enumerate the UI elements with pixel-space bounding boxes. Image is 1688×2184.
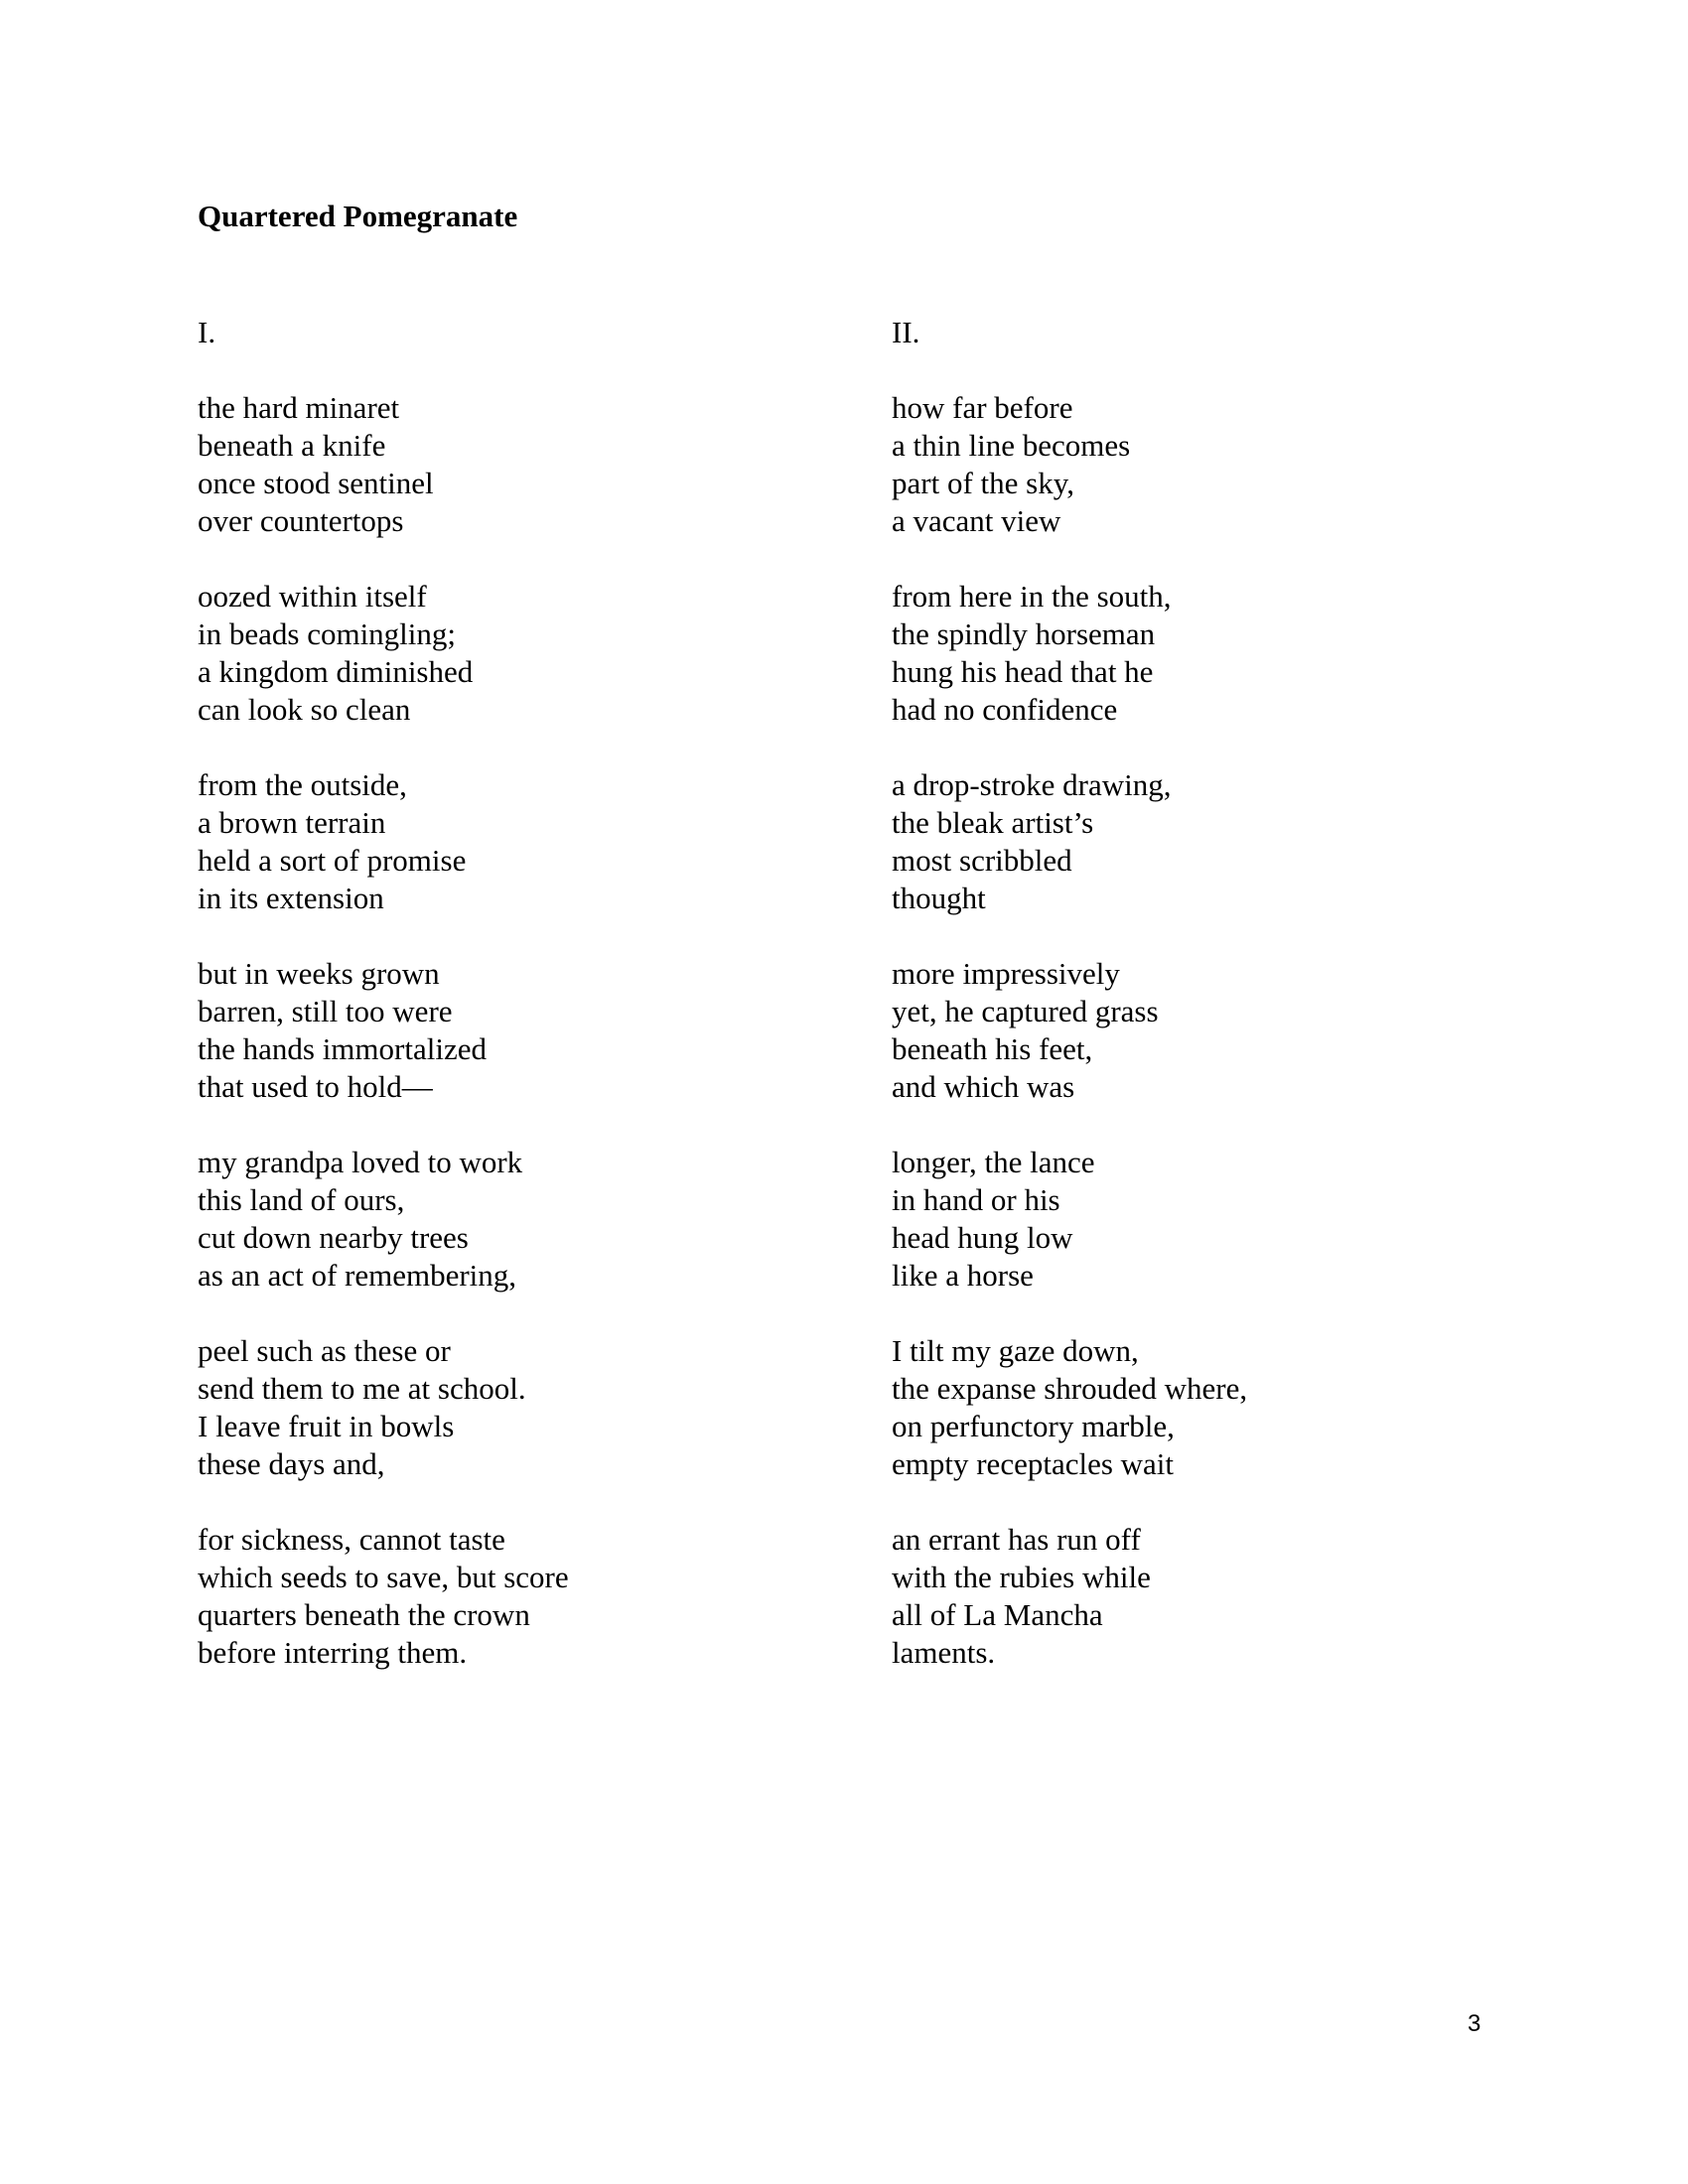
- stanza: [198, 1332, 833, 1483]
- stanza-gap: [198, 1483, 833, 1521]
- poem-line: I tilt my gaze down,: [892, 1333, 1139, 1368]
- stanza: [892, 389, 1527, 540]
- stanza-gap: [892, 1295, 1527, 1332]
- poem-line: beneath a knife: [198, 428, 386, 463]
- poem-line: all of La Mancha: [892, 1597, 1103, 1632]
- section-heading: I.: [198, 315, 216, 349]
- poem-line: for sickness, cannot taste: [198, 1522, 505, 1557]
- stanza-gap: [892, 351, 1527, 389]
- poem-line: over countertops: [198, 503, 404, 538]
- stanza: [198, 1521, 833, 1672]
- poem-line: that used to hold—: [198, 1069, 433, 1104]
- poem-line: laments.: [892, 1635, 996, 1670]
- poem-line: how far before: [892, 390, 1073, 425]
- poem-line: the hard minaret: [198, 390, 400, 425]
- poem-line: the bleak artist’s: [892, 805, 1094, 840]
- stanza-gap: [198, 351, 833, 389]
- poem-line: oozed within itself: [198, 579, 427, 614]
- poem-line: but in weeks grown: [198, 956, 440, 991]
- stanza: [892, 1521, 1527, 1672]
- poem-line: beneath his feet,: [892, 1031, 1093, 1066]
- poem-line: in its extension: [198, 881, 384, 915]
- poem-line: quarters beneath the crown: [198, 1597, 530, 1632]
- poem-line: cut down nearby trees: [198, 1220, 469, 1255]
- poem-line: thought: [892, 881, 986, 915]
- poem-line: as an act of remembering,: [198, 1258, 517, 1293]
- stanza-gap: [892, 917, 1527, 955]
- stanza: [198, 955, 833, 1106]
- poem-line: these days and,: [198, 1446, 385, 1481]
- poem-line: I leave fruit in bowls: [198, 1409, 455, 1443]
- section-two: [892, 314, 1527, 1672]
- poem-line: before interring them.: [198, 1635, 468, 1670]
- poem-line: the expanse shrouded where,: [892, 1371, 1248, 1406]
- stanza: [892, 766, 1527, 917]
- poem-line: had no confidence: [892, 692, 1118, 727]
- poem-line: once stood sentinel: [198, 466, 434, 500]
- stanza: [198, 1144, 833, 1295]
- poem-line: the spindly horseman: [892, 616, 1156, 651]
- poem-line: a thin line becomes: [892, 428, 1131, 463]
- poem-line: peel such as these or: [198, 1333, 451, 1368]
- stanza-gap: [892, 1483, 1527, 1521]
- stanza-gap: [198, 1295, 833, 1332]
- poem-line: on perfunctory marble,: [892, 1409, 1175, 1443]
- poem-line: the hands immortalized: [198, 1031, 487, 1066]
- poem-line: held a sort of promise: [198, 843, 467, 878]
- stanza-gap: [892, 540, 1527, 578]
- poem-line: like a horse: [892, 1258, 1034, 1293]
- stanza-gap: [198, 1106, 833, 1144]
- poem-line: in hand or his: [892, 1182, 1060, 1217]
- poem-line: and which was: [892, 1069, 1075, 1104]
- poem-line: part of the sky,: [892, 466, 1074, 500]
- poem-line: send them to me at school.: [198, 1371, 526, 1406]
- poem-line: can look so clean: [198, 692, 411, 727]
- poem-line: a kingdom diminished: [198, 654, 474, 689]
- stanza-gap: [198, 917, 833, 955]
- stanza: [892, 955, 1527, 1106]
- poem-line: an errant has run off: [892, 1522, 1141, 1557]
- poem-line: more impressively: [892, 956, 1120, 991]
- section-one: [198, 314, 833, 1672]
- poem-line: a brown terrain: [198, 805, 386, 840]
- stanza: [892, 1144, 1527, 1295]
- poem-line: a vacant view: [892, 503, 1061, 538]
- stanza-gap: [198, 729, 833, 766]
- poem-line: head hung low: [892, 1220, 1073, 1255]
- stanza: [198, 389, 833, 540]
- poem-line: yet, he captured grass: [892, 994, 1159, 1028]
- stanza: [198, 578, 833, 729]
- poem-line: this land of ours,: [198, 1182, 405, 1217]
- poem-line: with the rubies while: [892, 1560, 1151, 1594]
- poem-line: empty receptacles wait: [892, 1446, 1175, 1481]
- poem-line: from the outside,: [198, 767, 407, 802]
- section-heading: II.: [892, 315, 920, 349]
- poem-line: most scribbled: [892, 843, 1072, 878]
- stanza-gap: [198, 540, 833, 578]
- stanza: [892, 578, 1527, 729]
- poem-line: which seeds to save, but score: [198, 1560, 569, 1594]
- poem-line: longer, the lance: [892, 1145, 1095, 1179]
- stanza-gap: [892, 1106, 1527, 1144]
- poem-line: my grandpa loved to work: [198, 1145, 523, 1179]
- stanza: [892, 1332, 1527, 1483]
- poem-title: Quartered Pomegranate: [198, 199, 518, 233]
- stanza: [198, 766, 833, 917]
- poem-line: barren, still too were: [198, 994, 453, 1028]
- poem-line: from here in the south,: [892, 579, 1172, 614]
- poem-line: a drop-stroke drawing,: [892, 767, 1172, 802]
- poem-line: hung his head that he: [892, 654, 1154, 689]
- page-number: 3: [1468, 2010, 1481, 2037]
- poem-line: in beads comingling;: [198, 616, 457, 651]
- stanza-gap: [892, 729, 1527, 766]
